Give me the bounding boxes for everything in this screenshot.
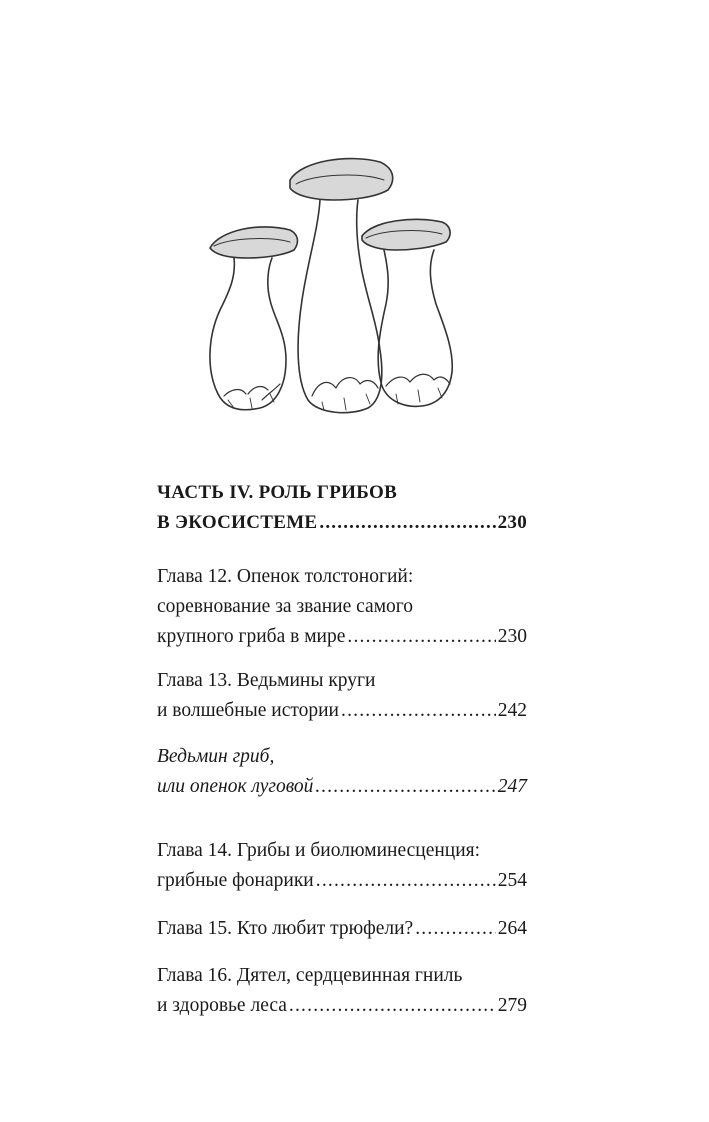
toc-line (157, 836, 527, 866)
toc-entry-chapter-15[interactable] (157, 914, 527, 944)
chapter-title-line1: Глава 16. Дятел, сердцевинная гниль (157, 965, 463, 986)
table-of-contents (157, 478, 527, 1021)
toc-entry-fairy-ring-mushroom[interactable] (157, 742, 527, 802)
chapter-title-line1: Глава 14. Грибы и биолюминесценция: (157, 840, 481, 861)
chapter-title-line1: Глава 13. Ведьмины круги (157, 670, 376, 691)
toc-line (157, 562, 527, 592)
chapter-title-line1: Глава 15. Кто любит трюфели? (157, 918, 414, 939)
chapter-title-line2: грибные фонарики (157, 870, 314, 891)
leader-dots (319, 508, 495, 538)
chapter-title-line2: соревнование за звание самого (157, 596, 414, 617)
toc-line (157, 508, 527, 538)
chapter-title-line3: крупного гриба в мире (157, 626, 346, 647)
leader-dots (315, 772, 495, 802)
toc-line (157, 478, 527, 508)
toc-line (157, 991, 527, 1021)
page-number: 264 (497, 918, 527, 939)
toc-entry-chapter-12[interactable] (157, 562, 527, 652)
toc-entry-chapter-16[interactable] (157, 961, 527, 1021)
page-number: 254 (497, 870, 527, 891)
chapter-title-line1: Глава 12. Опенок толстоногий: (157, 566, 414, 587)
toc-line (157, 592, 527, 622)
leader-dots (289, 991, 496, 1021)
page-number: 230 (497, 512, 527, 533)
chapter-title-line2: и здоровье леса (157, 995, 287, 1016)
toc-line (157, 696, 527, 726)
right-mushroom-icon (362, 219, 452, 406)
page-number: 247 (497, 776, 527, 797)
toc-line (157, 622, 527, 652)
page-number: 230 (497, 626, 527, 647)
toc-line (157, 866, 527, 896)
left-mushroom-icon (210, 227, 298, 410)
leader-dots (316, 866, 496, 896)
page-number: 242 (497, 700, 527, 721)
toc-line (157, 961, 527, 991)
mushrooms-illustration (190, 150, 520, 420)
leader-dots (415, 914, 496, 944)
toc-line (157, 772, 527, 802)
leader-dots (347, 622, 495, 652)
toc-entry-chapter-13[interactable] (157, 666, 527, 726)
toc-line (157, 666, 527, 696)
part-title-line2: В ЭКОСИСТЕМЕ (157, 512, 318, 533)
page-number: 279 (497, 995, 527, 1016)
toc-entry-part-4[interactable] (157, 478, 527, 538)
chapter-title-line2: и волшебные истории (157, 700, 339, 721)
section-title-line1: Ведьмин гриб, (157, 746, 275, 767)
leader-dots (341, 696, 496, 726)
toc-line (157, 742, 527, 772)
toc-entry-chapter-14[interactable] (157, 836, 527, 896)
toc-line (157, 914, 527, 944)
section-title-line2: или опенок луговой (157, 776, 314, 797)
part-title-line1: ЧАСТЬ IV. РОЛЬ ГРИБОВ (157, 482, 398, 503)
middle-mushroom-icon (290, 159, 393, 413)
